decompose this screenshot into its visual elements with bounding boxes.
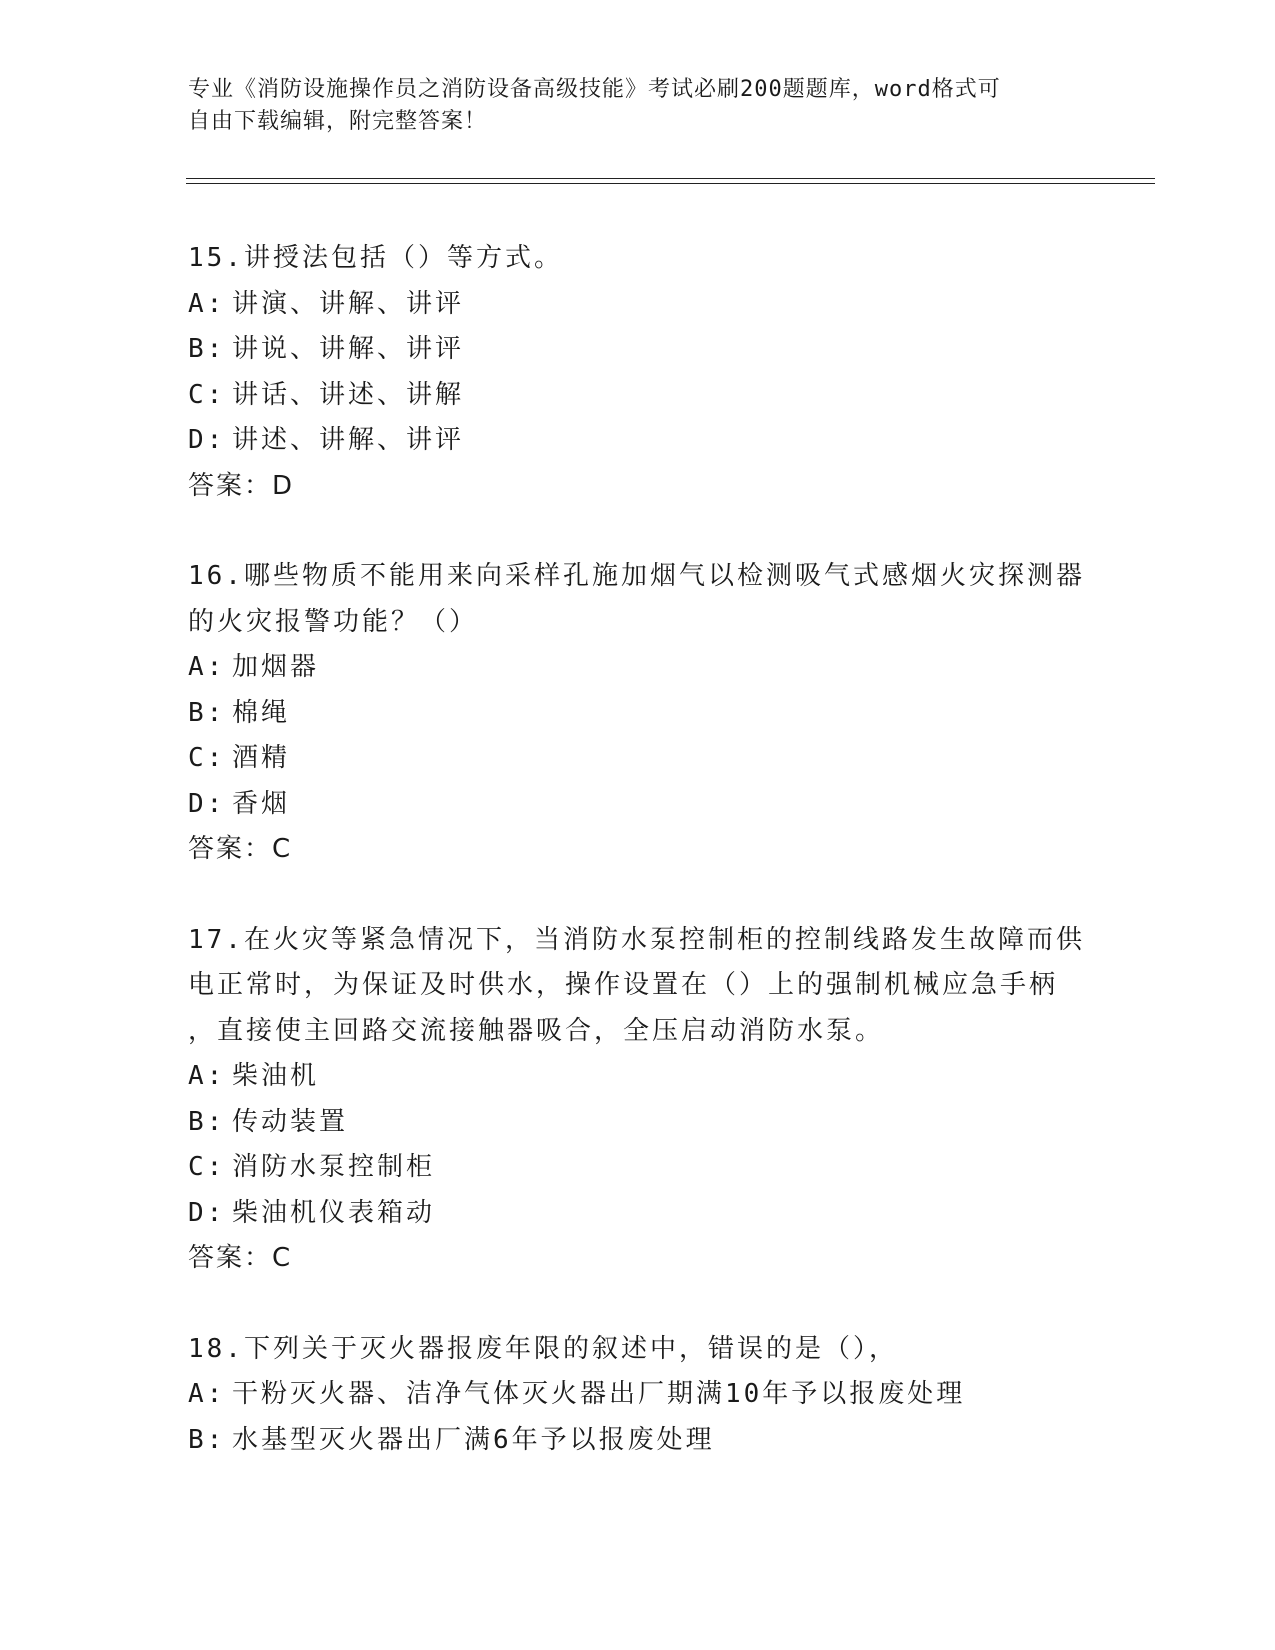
answer-line: 答案：D — [188, 470, 295, 501]
option-text: 柴油机 — [232, 1061, 320, 1091]
option-text: 讲话、讲述、讲解 — [232, 379, 465, 410]
question-text: 电正常时，为保证及时供水，操作设置在（）上的强制机械应急手柄 — [188, 970, 1059, 1000]
option-c — [188, 1145, 1088, 1191]
option-text: 干粉灭火器、洁净气体灭火器出厂期满10年予以报废处理 — [232, 1379, 966, 1409]
option-c — [188, 736, 1088, 782]
option-a — [188, 1054, 1088, 1100]
option-b — [188, 327, 1088, 373]
option-letter: A: — [188, 1061, 226, 1091]
question-15 — [188, 236, 1088, 509]
option-letter: C: — [188, 743, 226, 773]
option-text: 加烟器 — [232, 652, 320, 682]
question-text: 的火灾报警功能？（） — [188, 606, 479, 637]
option-letter: D: — [188, 425, 226, 455]
option-text: 消防水泵控制柜 — [232, 1152, 436, 1182]
answer-line: 答案：C — [188, 834, 293, 864]
header-line-2: 自由下载编辑，附完整答案！ — [188, 109, 488, 134]
option-text: 香烟 — [232, 788, 291, 819]
question-text: 18.下列关于灭火器报废年限的叙述中，错误的是（）， — [188, 1333, 898, 1364]
option-a — [188, 1372, 1088, 1418]
option-text: 传动装置 — [232, 1106, 349, 1137]
option-letter: C: — [188, 379, 226, 410]
question-18 — [188, 1327, 1088, 1464]
option-text: 讲述、讲解、讲评 — [232, 425, 465, 455]
option-text: 棉绳 — [232, 697, 291, 728]
header-divider-bottom — [186, 183, 1155, 184]
option-letter: D: — [188, 1197, 226, 1228]
option-letter: B: — [188, 697, 226, 728]
option-text: 讲演、讲解、讲评 — [232, 288, 465, 319]
option-letter: D: — [188, 788, 226, 819]
question-16 — [188, 554, 1088, 873]
option-b — [188, 691, 1088, 737]
option-letter: A: — [188, 288, 226, 319]
option-text: 酒精 — [232, 743, 291, 773]
option-c — [188, 373, 1088, 419]
option-text: 柴油机仪表箱动 — [232, 1197, 436, 1228]
answer-line: 答案：C — [188, 1243, 293, 1273]
option-letter: B: — [188, 1424, 226, 1455]
option-d — [188, 1191, 1088, 1237]
question-list — [188, 236, 1088, 1463]
question-text: 17.在火灾等紧急情况下，当消防水泵控制柜的控制线路发生故障而供 — [188, 924, 1085, 955]
option-b — [188, 1418, 1088, 1464]
option-b — [188, 1100, 1088, 1146]
question-17 — [188, 918, 1088, 1282]
option-d — [188, 418, 1088, 464]
question-text: 15.讲授法包括（）等方式。 — [188, 243, 563, 273]
option-a — [188, 645, 1088, 691]
header-divider-top — [186, 178, 1155, 179]
option-text: 水基型灭火器出厂满6年予以报废处理 — [232, 1424, 715, 1455]
option-text: 讲说、讲解、讲评 — [232, 334, 465, 364]
option-letter: A: — [188, 652, 226, 682]
header-line-1: 专业《消防设施操作员之消防设备高级技能》考试必刷200题题库，word格式可 — [188, 77, 1001, 102]
document-header — [188, 74, 1088, 138]
question-text: 16.哪些物质不能用来向采样孔施加烟气以检测吸气式感烟火灾探测器 — [188, 561, 1085, 591]
option-letter: B: — [188, 334, 226, 364]
option-letter: C: — [188, 1152, 226, 1182]
option-letter: A: — [188, 1379, 226, 1409]
option-a — [188, 282, 1088, 328]
option-d — [188, 782, 1088, 828]
question-text: ，直接使主回路交流接触器吸合，全压启动消防水泵。 — [188, 1015, 885, 1046]
option-letter: B: — [188, 1106, 226, 1137]
